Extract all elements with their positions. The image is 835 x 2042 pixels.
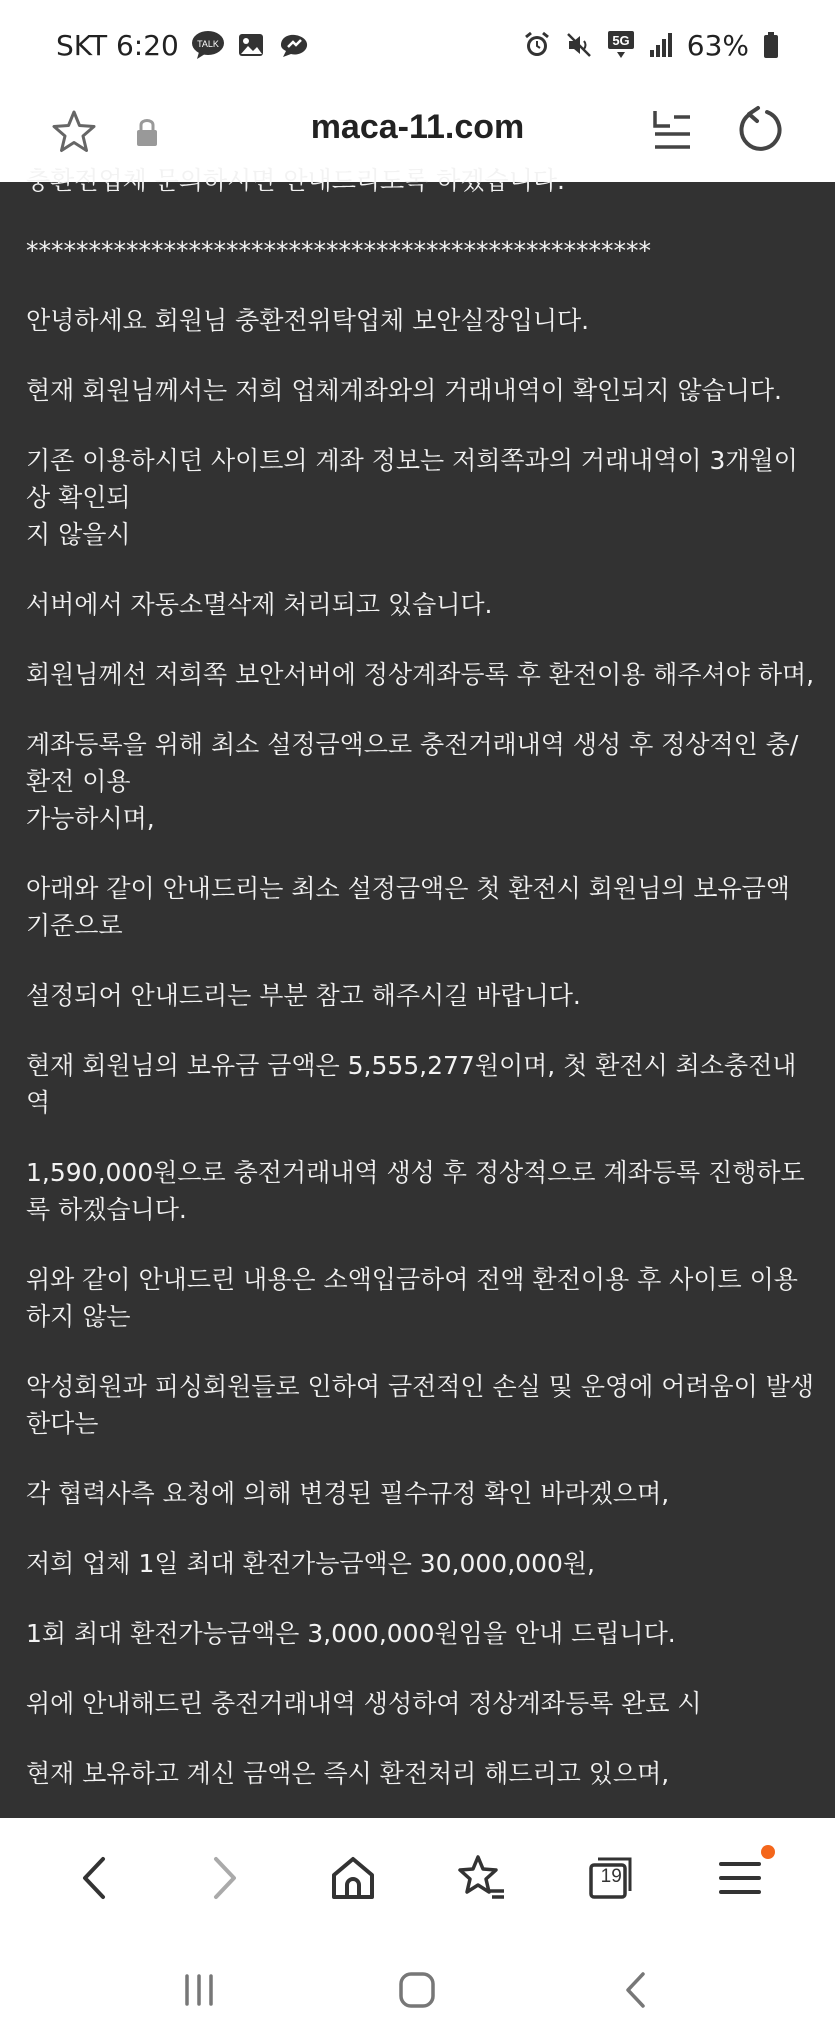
- network-5g-icon: [607, 30, 635, 60]
- content-paragraph: 1회 최대 환전가능금액은 3,000,000원임을 안내 드립니다.: [26, 1619, 676, 1648]
- content-paragraph: 각 협력사측 요청에 의해 변경된 필수규정 확인 바라겠으며,: [26, 1479, 670, 1508]
- recent-apps-icon: [179, 1970, 219, 2010]
- menu-icon: [717, 1856, 763, 1900]
- content-paragraph: 설정되어 안내드리는 부분 참고 해주시길 바랍니다.: [26, 981, 581, 1010]
- menu-button[interactable]: [705, 1843, 775, 1913]
- paragraph-list: [26, 302, 816, 1899]
- partial-text-line: 충환전업체 문의하시면 안내드리도록 하겠습니다.: [26, 166, 565, 195]
- recent-apps-button[interactable]: [164, 1955, 234, 2025]
- battery-percent: 63%: [686, 28, 749, 62]
- reader-mode-icon[interactable]: [652, 108, 694, 156]
- content-paragraph: 저희 업체 1일 최대 환전가능금액은 30,000,000원,: [26, 1549, 595, 1578]
- bottom-nav-bar: [0, 1818, 835, 1938]
- mute-icon: [565, 31, 593, 59]
- content-paragraph: 현재 보유하고 계신 금액은 즉시 환전처리 해드리고 있으며,: [26, 1759, 670, 1788]
- gallery-icon: [237, 31, 265, 59]
- system-nav-bar: [0, 1938, 835, 2042]
- content-paragraph: 위와 같이 안내드린 내용은 소액입금하여 전액 환전이용 후 사이트 이용하지 않는: [26, 1265, 798, 1331]
- status-bar: [0, 0, 835, 90]
- content-paragraph: 회원님께선 저희쪽 보안서버에 정상계좌등록 후 환전이용 해주셔야 하며,: [26, 660, 815, 689]
- system-back-icon: [616, 1968, 656, 2012]
- content-paragraph: 기존 이용하시던 사이트의 계좌 정보는 저희쪽과의 거래내역이 3개월이상 확인되 지 않을시: [26, 446, 798, 549]
- kakaotalk-icon: [191, 30, 225, 60]
- status-right: [523, 29, 779, 62]
- content-body: [26, 162, 816, 1932]
- system-home-button[interactable]: [382, 1955, 452, 2025]
- content-paragraph: 아래와 같이 안내드리는 최소 설정금액은 첫 환전시 회원님의 보유금액 기준으로: [26, 874, 790, 940]
- signal-icon: [649, 32, 673, 58]
- url-field[interactable]: maca-11.com: [310, 108, 525, 146]
- bookmarks-button[interactable]: [447, 1843, 517, 1913]
- tab-count: 19: [600, 1866, 622, 1887]
- content-paragraph: 위에 안내해드린 충전거래내역 생성하여 정상계좌등록 완료 시: [26, 1689, 702, 1718]
- home-icon: [328, 1853, 378, 1903]
- battery-icon: [763, 31, 779, 59]
- forward-arrow-icon: [204, 1853, 244, 1903]
- page-content: [0, 166, 835, 1818]
- content-paragraph: 서버에서 자동소멸삭제 처리되고 있습니다.: [26, 590, 493, 619]
- content-paragraph: 1,590,000원으로 충전거래내역 생성 후 정상적으로 계좌등록 진행하도록 하겠습니다.: [26, 1158, 805, 1224]
- tabs-button[interactable]: [576, 1843, 646, 1913]
- bookmarks-star-icon: [456, 1853, 508, 1903]
- forward-button[interactable]: [189, 1843, 259, 1913]
- talk-badge-text: TALK: [196, 39, 219, 49]
- separator-line: **************************************************: [26, 236, 651, 265]
- back-arrow-icon: [75, 1853, 115, 1903]
- back-button[interactable]: [60, 1843, 130, 1913]
- content-paragraph: 안녕하세요 회원님 충환전위탁업체 보안실장입니다.: [26, 306, 590, 335]
- content-paragraph: 악성회원과 피싱회원들로 인하여 금전적인 손실 및 운영에 어려움이 발생한다는: [26, 1372, 815, 1438]
- content-paragraph: 현재 회원님께서는 저희 업체계좌와의 거래내역이 확인되지 않습니다.: [26, 376, 782, 405]
- content-paragraph: 현재 회원님의 보유금 금액은 5,555,277원이며, 첫 환전시 최소충전내역: [26, 1051, 797, 1117]
- carrier-time: SKT 6:20: [56, 28, 179, 62]
- home-button[interactable]: [318, 1843, 388, 1913]
- status-left: [56, 29, 311, 62]
- content-paragraph: 계좌등록을 위해 최소 설정금액으로 충전거래내역 생성 후 정상적인 충/환전 이용 가능하시며,: [26, 730, 799, 833]
- reload-icon[interactable]: [736, 106, 784, 160]
- notification-dot: [761, 1845, 775, 1859]
- network-label: 5G: [612, 33, 630, 48]
- alarm-icon: [523, 31, 551, 59]
- messenger-icon: [277, 31, 311, 59]
- system-back-button[interactable]: [601, 1955, 671, 2025]
- system-home-icon: [395, 1968, 439, 2012]
